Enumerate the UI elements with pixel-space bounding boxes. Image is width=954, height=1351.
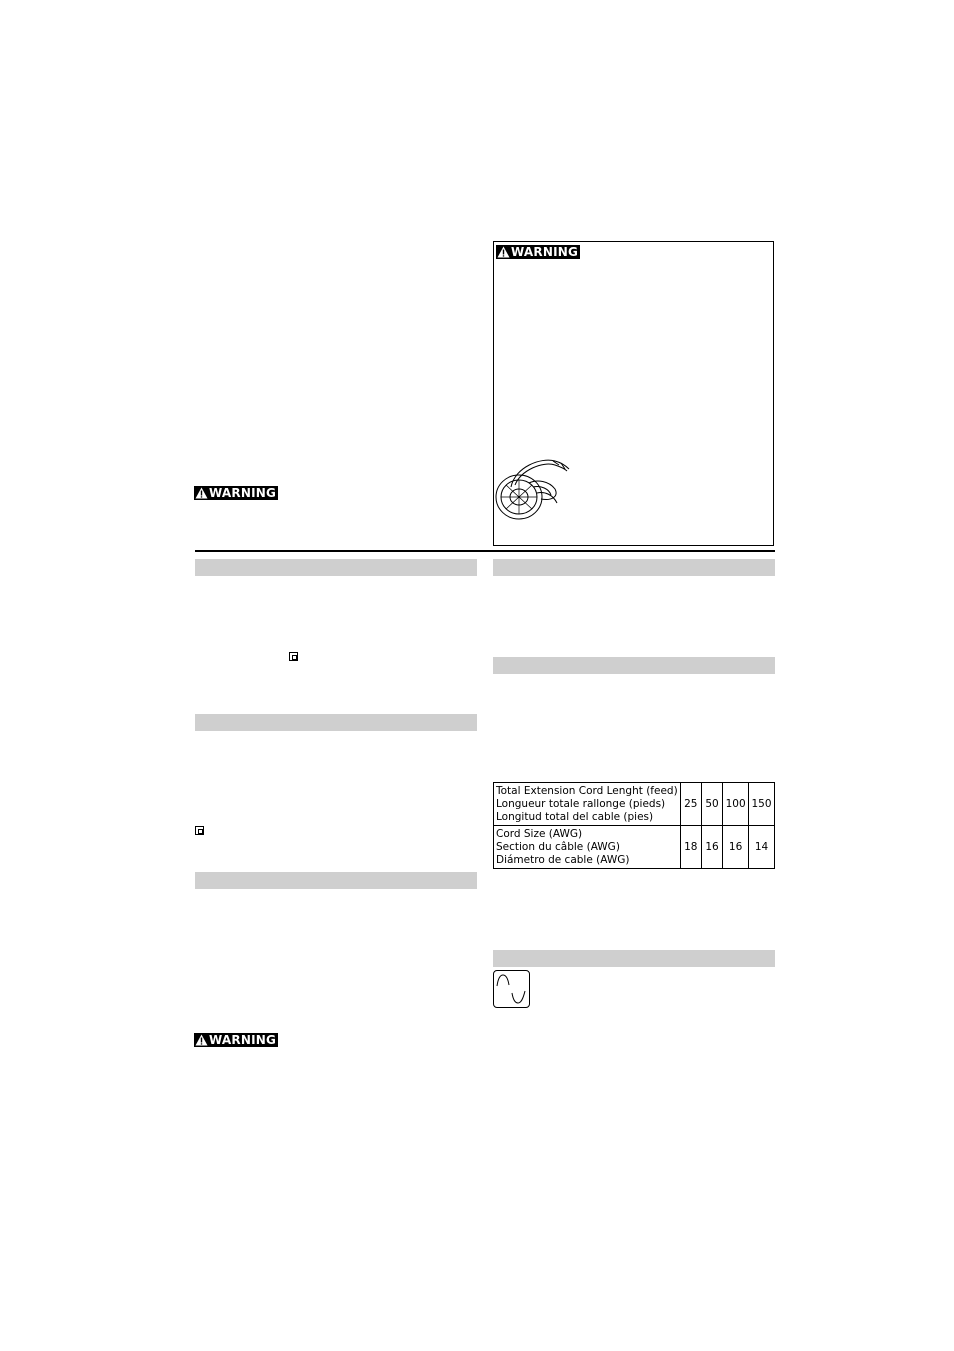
length-header-cell <box>494 783 681 826</box>
warning-badge-left-lower <box>194 1033 278 1047</box>
length-cell: 150 <box>749 783 775 826</box>
size-line-es: Diámetro de cable (AWG) <box>496 853 630 866</box>
size-cell: 18 <box>680 826 701 869</box>
section-header-bar <box>195 872 477 889</box>
double-insulated-square-icon <box>195 826 204 835</box>
ac-sine-wave-icon <box>493 970 530 1008</box>
size-line-en: Cord Size (AWG) <box>496 827 583 840</box>
size-cell: 14 <box>749 826 775 869</box>
section-header-bar <box>493 950 775 967</box>
section-header-bar <box>195 714 477 731</box>
size-header-cell <box>494 826 681 869</box>
section-header-bar <box>493 657 775 674</box>
header-line-en: Total Extension Cord Lenght (feed) <box>496 784 678 797</box>
double-insulated-square-icon <box>289 652 298 661</box>
warning-triangle-icon <box>497 246 510 258</box>
header-line-fr: Longueur totale rallonge (pieds) <box>496 797 666 810</box>
extension-cord-table <box>493 782 775 869</box>
length-cell: 50 <box>701 783 722 826</box>
dust-mask-illustration <box>493 455 575 523</box>
size-cell: 16 <box>701 826 722 869</box>
warning-badge-left-upper <box>194 486 278 500</box>
warning-badge-top-right <box>496 245 580 259</box>
warning-triangle-icon <box>195 487 208 499</box>
warning-triangle-icon <box>195 1034 208 1046</box>
warning-label: WARNING <box>209 1033 277 1047</box>
size-line-fr: Section du câble (AWG) <box>496 840 620 853</box>
length-cell: 100 <box>723 783 749 826</box>
section-divider <box>195 550 775 552</box>
table-row <box>494 826 775 869</box>
header-line-es: Longitud total del cable (pies) <box>496 810 654 823</box>
size-cell: 16 <box>723 826 749 869</box>
section-header-bar <box>195 559 477 576</box>
section-header-bar <box>493 559 775 576</box>
warning-label: WARNING <box>209 486 277 500</box>
warning-label: WARNING <box>511 245 579 259</box>
length-cell: 25 <box>680 783 701 826</box>
table-row <box>494 783 775 826</box>
